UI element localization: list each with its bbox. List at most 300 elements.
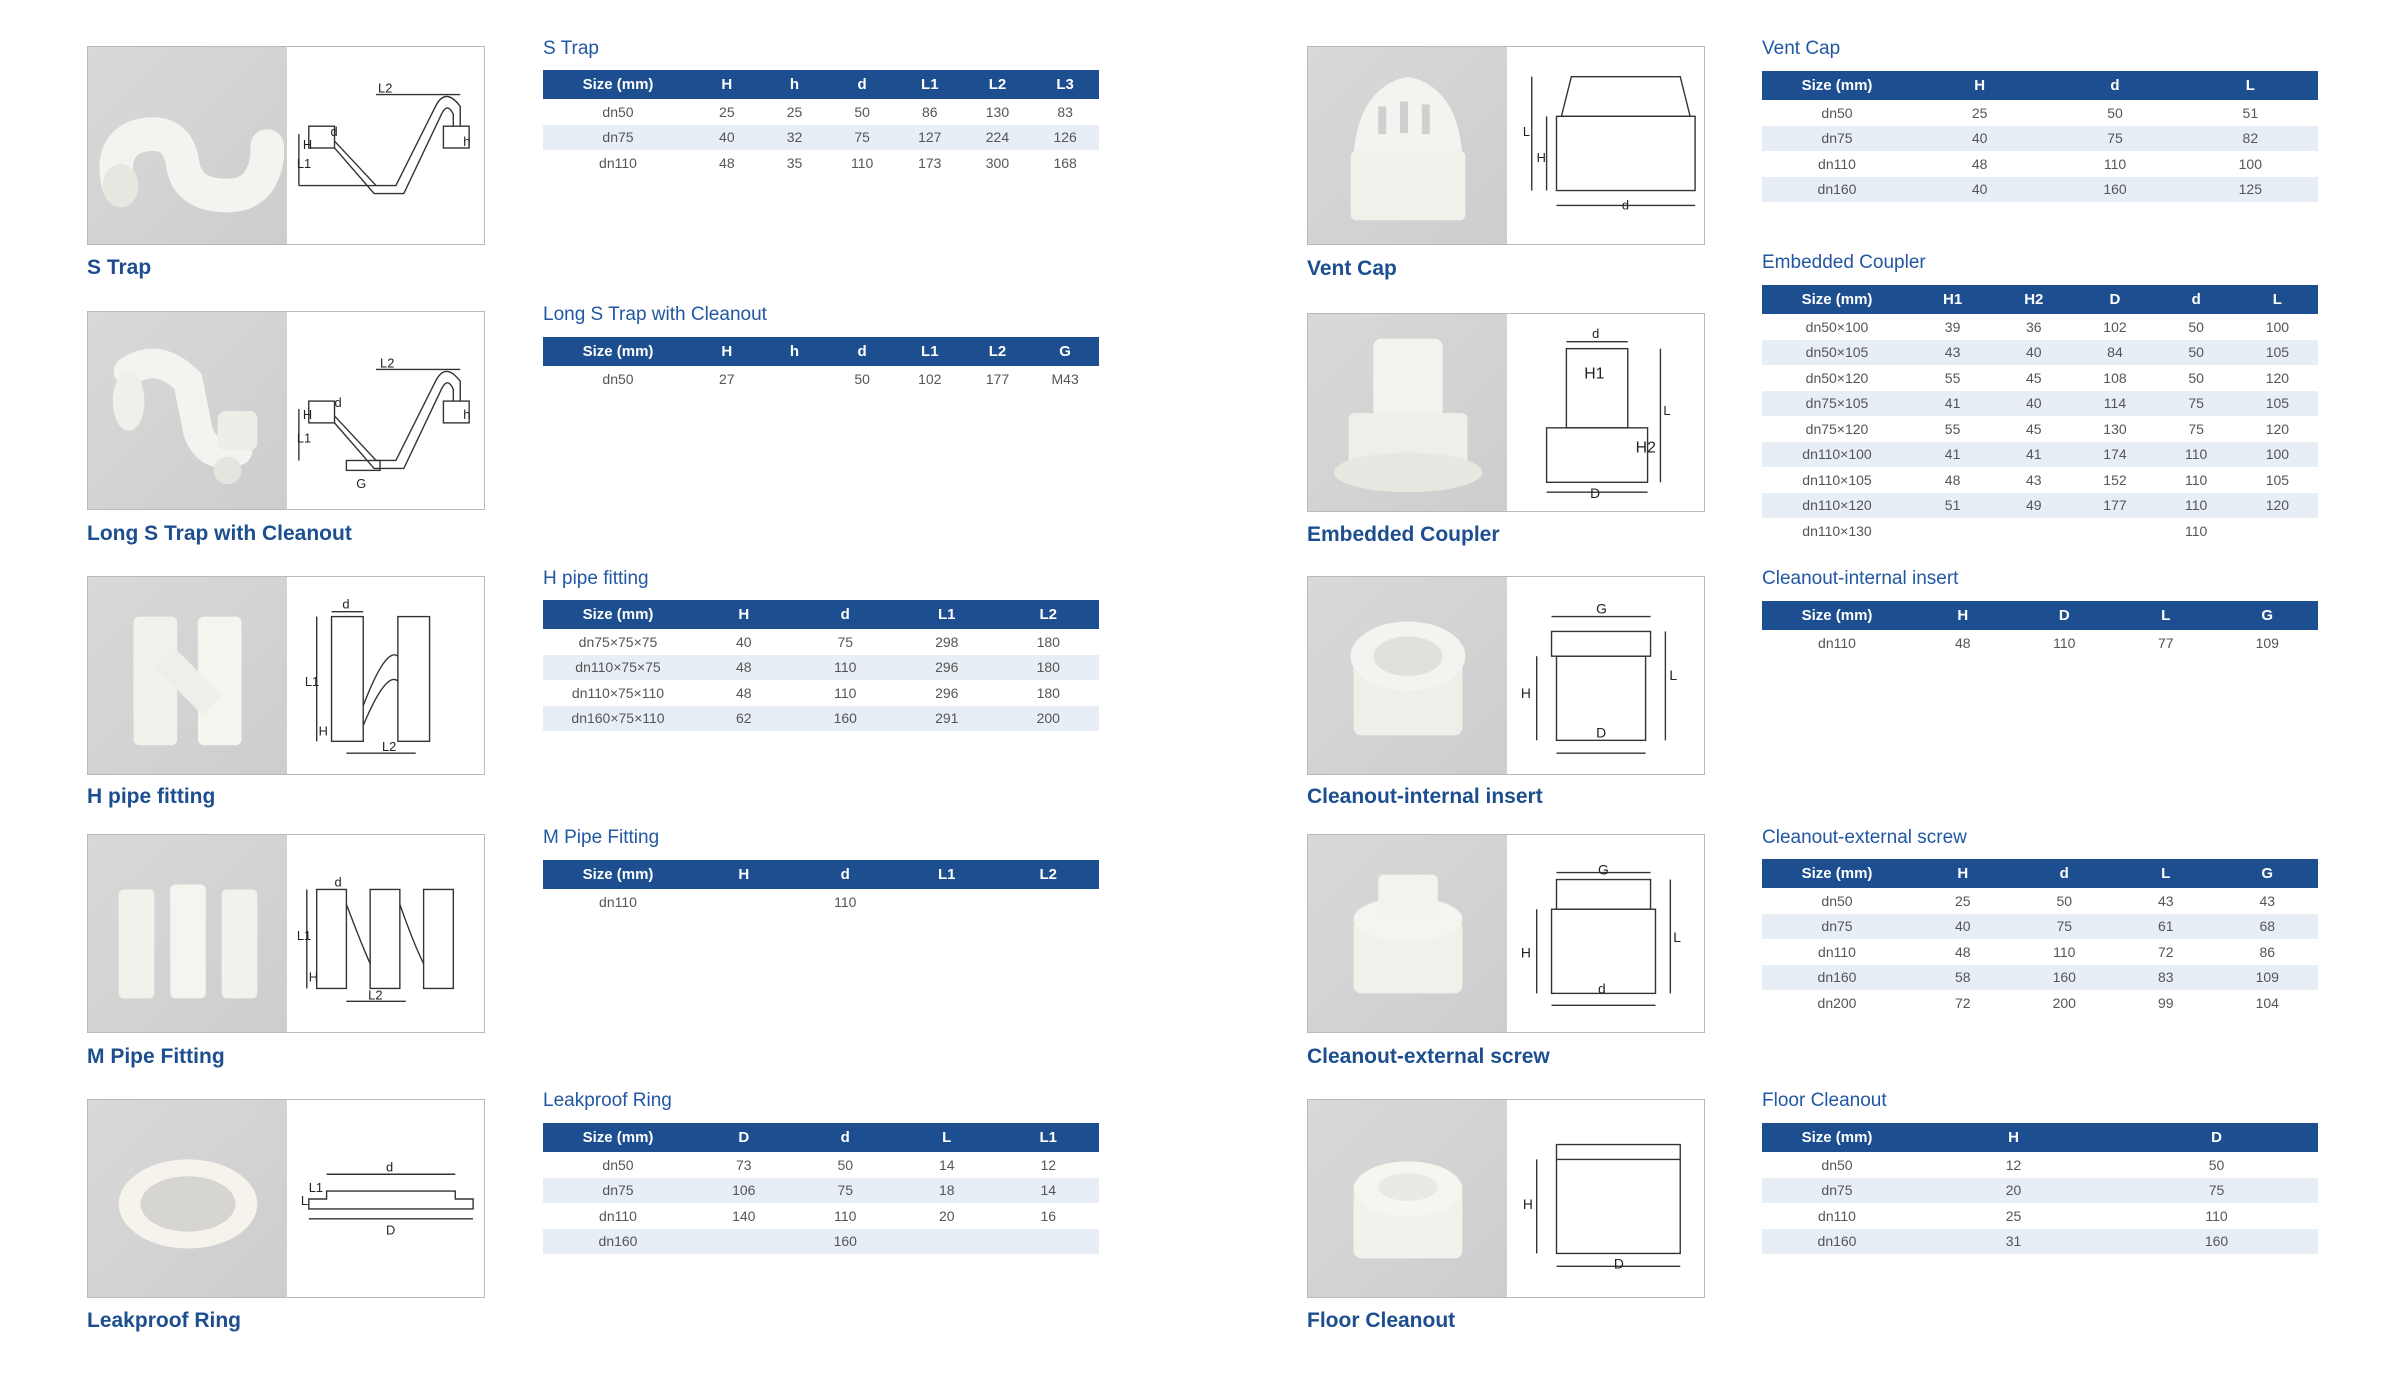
column-header: G xyxy=(2217,601,2319,630)
table-cell: 25 xyxy=(1971,104,1988,121)
table-row xyxy=(1762,914,2318,940)
dim-label: D xyxy=(1596,724,1607,741)
column-header: G xyxy=(1031,337,1099,366)
table-cell: dn110×105 xyxy=(1802,471,1872,488)
column-header: d xyxy=(828,70,896,99)
column-header: Size (mm) xyxy=(543,70,693,99)
table-cell: 102 xyxy=(918,370,942,387)
spec-table xyxy=(1762,859,2318,1016)
column-header: L2 xyxy=(998,600,1100,629)
table-header-row xyxy=(1762,71,2318,100)
table-cell: 86 xyxy=(2259,943,2276,960)
dim-label: H xyxy=(302,406,313,422)
table-title: Floor Cleanout xyxy=(1762,1090,1887,1111)
dim-label: L1 xyxy=(308,1180,324,1196)
table-cell: 105 xyxy=(2237,391,2318,417)
table-cell: 68 xyxy=(2217,914,2319,940)
spec-table xyxy=(1762,285,2318,544)
technical-drawing xyxy=(287,835,484,1032)
technical-drawing xyxy=(1507,835,1704,1032)
table-cell: 120 xyxy=(2237,493,2318,519)
table-cell: 72 xyxy=(2157,943,2174,960)
table-cell xyxy=(896,889,998,915)
column-header: Size (mm) xyxy=(543,600,693,629)
table-cell: 173 xyxy=(918,154,942,171)
table-cell: dn160 xyxy=(1762,1229,1912,1255)
column-header: L2 xyxy=(998,860,1100,889)
table-cell: 168 xyxy=(1053,154,1077,171)
table-cell: 39 xyxy=(1944,318,1961,335)
product-image-frame xyxy=(87,1099,485,1298)
dim-label: h xyxy=(463,406,471,422)
table-cell: 110 xyxy=(2053,943,2076,960)
product-photo xyxy=(1308,835,1507,1032)
table-row xyxy=(1762,314,2318,340)
product-name: Floor Cleanout xyxy=(1307,1309,1456,1332)
table-cell: 160 xyxy=(2115,1229,2318,1255)
table-header-row xyxy=(543,1123,1099,1152)
column-header: H xyxy=(693,600,795,629)
table-cell: 114 xyxy=(2074,391,2155,417)
column-header: Size (mm) xyxy=(1762,71,1912,100)
table-cell: dn75×75×75 xyxy=(578,633,658,650)
dim-label: h xyxy=(463,133,471,149)
technical-drawing xyxy=(287,47,484,244)
column-header: D xyxy=(693,1123,795,1152)
table-cell: 40 xyxy=(735,633,752,650)
table-cell: 25 xyxy=(786,103,803,120)
table-cell: 126 xyxy=(1031,125,1099,151)
table-cell: 41 xyxy=(1912,442,1993,468)
table-cell: 104 xyxy=(2255,994,2279,1011)
table-cell: 48 xyxy=(735,684,752,701)
table-row xyxy=(1762,965,2318,991)
dim-label: d xyxy=(1621,197,1629,213)
table-cell: 100 xyxy=(2265,318,2290,335)
table-cell: 48 xyxy=(693,655,795,681)
table-row xyxy=(543,706,1099,732)
table-row xyxy=(1762,177,2318,203)
table-cell: 160 xyxy=(795,706,897,732)
table-cell: dn110×130 xyxy=(1802,522,1872,539)
table-cell: 62 xyxy=(693,706,795,732)
table-cell: 110 xyxy=(2156,442,2237,468)
table-cell: 27 xyxy=(719,370,735,387)
table-cell: 160 xyxy=(2047,177,2182,203)
technical-drawing xyxy=(1507,577,1704,774)
table-cell: 75 xyxy=(828,125,896,151)
table-cell xyxy=(998,889,1100,915)
product-photo xyxy=(88,312,287,509)
table-cell: 75 xyxy=(2047,126,2182,152)
product-photo xyxy=(88,577,287,774)
table-cell: 43 xyxy=(2025,471,2042,488)
column-header: L1 xyxy=(998,1123,1100,1152)
dim-label: H2 xyxy=(1635,439,1656,457)
table-row xyxy=(543,99,1099,125)
product-name: S Trap xyxy=(87,256,152,279)
column-header: G xyxy=(2217,859,2319,888)
product-image-frame xyxy=(1307,834,1705,1033)
dim-label: H xyxy=(1520,684,1531,701)
table-row xyxy=(543,366,1099,392)
dim-label: L xyxy=(1522,124,1530,140)
table-cell: dn75 xyxy=(543,125,693,151)
spec-table xyxy=(1762,71,2318,202)
product-name: Cleanout-external screw xyxy=(1307,1045,1550,1068)
dim-label: L2 xyxy=(380,355,395,371)
column-header: d xyxy=(2156,285,2237,314)
table-cell: 75 xyxy=(2188,420,2204,437)
technical-drawing xyxy=(287,577,484,774)
table-row xyxy=(543,150,1099,176)
table-cell: 14 xyxy=(998,1178,1100,1204)
column-header: L xyxy=(2115,601,2217,630)
table-cell: 48 xyxy=(1954,943,1971,960)
table-cell: dn110 xyxy=(599,154,637,171)
table-cell: 51 xyxy=(1912,493,1993,519)
table-row xyxy=(1762,126,2318,152)
dim-label: L xyxy=(1663,402,1671,418)
table-row xyxy=(543,125,1099,151)
table-cell: 75 xyxy=(837,633,854,650)
table-cell: 105 xyxy=(2265,471,2290,488)
table-row xyxy=(543,1203,1099,1229)
column-header: L2 xyxy=(964,337,1032,366)
table-cell: 99 xyxy=(2157,994,2174,1011)
product-photo xyxy=(1308,314,1507,511)
table-cell: 14 xyxy=(938,1156,955,1173)
table-cell: 200 xyxy=(998,706,1100,732)
table-row xyxy=(1762,1203,2318,1229)
technical-drawing xyxy=(287,1100,484,1297)
column-header: H xyxy=(1912,859,2014,888)
dim-label: d xyxy=(342,596,350,612)
table-cell: dn75 xyxy=(1762,914,1912,940)
table-cell: 180 xyxy=(1036,684,1060,701)
spec-table xyxy=(543,337,1099,392)
dim-label: d xyxy=(330,124,338,140)
product-image-frame xyxy=(1307,1099,1705,1298)
dim-label: d xyxy=(1592,325,1600,341)
table-cell: 18 xyxy=(896,1178,998,1204)
table-cell xyxy=(2237,518,2318,544)
table-cell: 50 xyxy=(2056,892,2073,909)
column-header: H1 xyxy=(1912,285,1993,314)
column-header: Size (mm) xyxy=(543,860,693,889)
table-cell: 296 xyxy=(935,684,959,701)
table-row xyxy=(1762,340,2318,366)
dim-label: L2 xyxy=(378,80,393,96)
dim-label: D xyxy=(385,1222,396,1238)
table-cell: dn75×105 xyxy=(1762,391,1912,417)
table-cell: dn50×120 xyxy=(1805,369,1869,386)
table-cell: dn110 xyxy=(599,1207,637,1224)
table-cell: 127 xyxy=(896,125,964,151)
dim-label: L xyxy=(300,1192,309,1208)
table-cell: 50 xyxy=(2156,340,2237,366)
table-cell: dn110×100 xyxy=(1762,442,1912,468)
table-cell: 224 xyxy=(964,125,1032,151)
table-row xyxy=(1762,888,2318,914)
column-header: L1 xyxy=(896,337,964,366)
table-cell: 174 xyxy=(2074,442,2155,468)
table-cell: 180 xyxy=(1036,633,1060,650)
table-cell xyxy=(693,889,795,915)
table-header-row xyxy=(543,337,1099,366)
dim-label: L1 xyxy=(296,927,312,943)
table-row xyxy=(1762,151,2318,177)
dim-label: L1 xyxy=(296,430,312,446)
column-header: L xyxy=(2115,859,2217,888)
table-cell: 110 xyxy=(2053,634,2076,651)
table-row xyxy=(543,629,1099,655)
column-header: H xyxy=(1912,1123,2115,1152)
column-header: Size (mm) xyxy=(1762,1123,1912,1152)
dim-label: L1 xyxy=(304,673,320,689)
table-cell xyxy=(693,1229,795,1255)
dim-label: d xyxy=(334,395,342,411)
table-cell: 36 xyxy=(2025,318,2042,335)
table-cell: 50 xyxy=(2107,104,2123,121)
product-image-frame xyxy=(87,46,485,245)
table-cell: 83 xyxy=(2115,965,2217,991)
dim-label: L xyxy=(1669,666,1678,683)
table-cell: 110 xyxy=(795,655,897,681)
column-header: L1 xyxy=(896,70,964,99)
table-cell: 160 xyxy=(2014,965,2116,991)
table-title: Vent Cap xyxy=(1762,38,1841,59)
column-header: H xyxy=(693,337,761,366)
table-cell: 177 xyxy=(985,370,1010,387)
table-cell: 50 xyxy=(2188,369,2204,386)
table-title: H pipe fitting xyxy=(543,568,649,589)
table-row xyxy=(543,889,1099,915)
dim-label: H xyxy=(1522,1195,1533,1212)
table-header-row xyxy=(543,600,1099,629)
table-row xyxy=(1762,518,2318,544)
dim-label: G xyxy=(1598,861,1609,878)
table-cell: 32 xyxy=(761,125,829,151)
column-header: L xyxy=(2237,285,2318,314)
dim-label: d xyxy=(334,874,342,890)
table-cell: 12 xyxy=(1040,1156,1057,1173)
table-cell: dn50 xyxy=(1821,104,1853,121)
column-header: H xyxy=(1912,71,2047,100)
table-cell: 110 xyxy=(2184,522,2208,539)
table-cell: 40 xyxy=(1912,126,2047,152)
table-cell: 75 xyxy=(2014,914,2116,940)
table-cell xyxy=(761,366,829,392)
dim-label: D xyxy=(1613,1255,1624,1272)
table-cell: 106 xyxy=(693,1178,795,1204)
spec-table xyxy=(543,600,1099,731)
table-cell: dn50×105 xyxy=(1762,340,1912,366)
table-header-row xyxy=(1762,285,2318,314)
table-cell: 12 xyxy=(2005,1156,2022,1173)
table-title: Long S Trap with Cleanout xyxy=(543,304,767,325)
table-header-row xyxy=(543,860,1099,889)
dim-label: G xyxy=(1596,600,1607,617)
product-name: Embedded Coupler xyxy=(1307,523,1500,546)
table-cell xyxy=(896,1229,998,1255)
product-photo xyxy=(88,1100,287,1297)
column-header: H xyxy=(693,860,795,889)
table-cell: 177 xyxy=(2074,493,2155,519)
table-row xyxy=(543,1178,1099,1204)
table-cell: 31 xyxy=(1912,1229,2115,1255)
product-name: Vent Cap xyxy=(1307,257,1397,280)
column-header: L1 xyxy=(896,600,998,629)
table-row xyxy=(1762,1152,2318,1178)
table-cell: 110 xyxy=(834,684,857,701)
column-header: Size (mm) xyxy=(1762,859,1912,888)
table-row xyxy=(1762,391,2318,417)
table-cell: 20 xyxy=(1912,1178,2115,1204)
column-header: d xyxy=(2014,859,2116,888)
column-header: L3 xyxy=(1031,70,1099,99)
technical-drawing xyxy=(1507,47,1704,244)
table-title: Cleanout-external screw xyxy=(1762,827,1967,848)
spec-table xyxy=(543,860,1099,915)
table-cell: 40 xyxy=(1912,177,2047,203)
table-cell: 58 xyxy=(1912,965,2014,991)
dim-label: L2 xyxy=(382,739,397,755)
table-row xyxy=(543,680,1099,706)
table-row xyxy=(1762,1178,2318,1204)
table-title: Cleanout-internal insert xyxy=(1762,568,1959,589)
table-cell: 108 xyxy=(2103,369,2127,386)
table-cell xyxy=(1993,518,2074,544)
table-title: Embedded Coupler xyxy=(1762,252,1926,273)
table-cell: 40 xyxy=(693,125,761,151)
column-header: L2 xyxy=(964,70,1032,99)
dim-label: H xyxy=(1536,149,1546,165)
column-header: d xyxy=(795,1123,897,1152)
product-photo xyxy=(1308,47,1507,244)
product-image-frame xyxy=(1307,576,1705,775)
column-header: H2 xyxy=(1993,285,2074,314)
table-cell: 40 xyxy=(1993,340,2074,366)
table-row xyxy=(1762,939,2318,965)
table-cell: 110 xyxy=(850,154,874,171)
table-cell: 110 xyxy=(2184,471,2208,488)
table-cell: 73 xyxy=(735,1156,752,1173)
table-cell: 180 xyxy=(998,655,1100,681)
column-header: D xyxy=(2014,601,2116,630)
column-header: L xyxy=(896,1123,998,1152)
table-cell: 43 xyxy=(1912,340,1993,366)
table-cell: 45 xyxy=(2025,420,2042,437)
table-cell: 102 xyxy=(2103,318,2127,335)
table-row xyxy=(1762,365,2318,391)
column-header: L1 xyxy=(896,860,998,889)
dim-label: L xyxy=(1673,928,1682,945)
table-cell: 43 xyxy=(2259,892,2276,909)
table-row xyxy=(1762,1229,2318,1255)
table-cell: 77 xyxy=(2157,634,2174,651)
technical-drawing xyxy=(1507,1100,1704,1297)
table-cell: 110 xyxy=(2205,1207,2228,1224)
table-row xyxy=(543,1229,1099,1255)
product-name: Leakproof Ring xyxy=(87,1309,242,1332)
dim-label: d xyxy=(385,1159,394,1175)
table-cell: 40 xyxy=(1912,914,2014,940)
column-header: Size (mm) xyxy=(543,1123,693,1152)
table-cell: 125 xyxy=(2183,177,2318,203)
table-cell: dn110 xyxy=(1818,155,1856,172)
table-cell: 291 xyxy=(896,706,998,732)
table-cell: 109 xyxy=(2217,965,2319,991)
table-row xyxy=(1762,100,2318,126)
table-cell: dn75 xyxy=(1762,1178,1912,1204)
table-cell: dn75 xyxy=(1762,126,1912,152)
column-header: d xyxy=(795,860,897,889)
product-image-frame xyxy=(1307,313,1705,512)
table-cell: 41 xyxy=(1912,391,1993,417)
column-header: H xyxy=(693,70,761,99)
table-title: S Trap xyxy=(543,38,599,59)
table-cell: 110 xyxy=(2103,155,2127,172)
product-name: M Pipe Fitting xyxy=(87,1045,225,1068)
table-row xyxy=(1762,630,2318,656)
column-header: Size (mm) xyxy=(543,337,693,366)
column-header: d xyxy=(795,600,897,629)
table-row xyxy=(1762,416,2318,442)
dim-label: H1 xyxy=(1584,365,1605,383)
table-cell: dn110 xyxy=(1818,943,1856,960)
table-cell: dn160×75×110 xyxy=(543,706,693,732)
table-cell: 130 xyxy=(985,103,1010,120)
table-cell: dn200 xyxy=(1817,994,1857,1011)
table-cell: dn160 xyxy=(543,1229,693,1255)
column-header: d xyxy=(828,337,896,366)
table-cell: 110 xyxy=(834,893,857,910)
table-cell: 55 xyxy=(1944,420,1961,437)
table-cell: 61 xyxy=(2115,914,2217,940)
table-cell: 105 xyxy=(2237,340,2318,366)
table-cell: 298 xyxy=(935,633,959,650)
table-title: M Pipe Fitting xyxy=(543,827,660,848)
table-cell: 200 xyxy=(2052,994,2076,1011)
table-cell: 55 xyxy=(1944,369,1961,386)
table-cell: 75 xyxy=(795,1178,897,1204)
table-cell: 82 xyxy=(2183,126,2318,152)
table-cell: 50 xyxy=(2208,1156,2225,1173)
dim-label: H xyxy=(308,969,319,985)
dim-label: H xyxy=(318,723,328,739)
product-image-frame xyxy=(87,311,485,510)
table-cell: 48 xyxy=(1944,471,1961,488)
column-header: D xyxy=(2115,1123,2318,1152)
product-name: Cleanout-internal insert xyxy=(1307,785,1543,808)
product-photo xyxy=(88,47,287,244)
spec-table xyxy=(543,1123,1099,1254)
table-cell: 20 xyxy=(938,1207,955,1224)
table-cell xyxy=(998,1229,1100,1255)
table-cell: dn110×75×75 xyxy=(543,655,693,681)
technical-drawing xyxy=(287,312,484,509)
table-cell: 75 xyxy=(2115,1178,2318,1204)
table-header-row xyxy=(543,70,1099,99)
table-cell: dn50 xyxy=(602,1156,634,1173)
product-photo xyxy=(1308,577,1507,774)
table-cell: 43 xyxy=(2157,892,2174,909)
table-cell: 109 xyxy=(2255,634,2279,651)
table-cell: dn75×120 xyxy=(1805,420,1869,437)
table-cell: 120 xyxy=(2265,420,2290,437)
table-cell: 49 xyxy=(1993,493,2074,519)
